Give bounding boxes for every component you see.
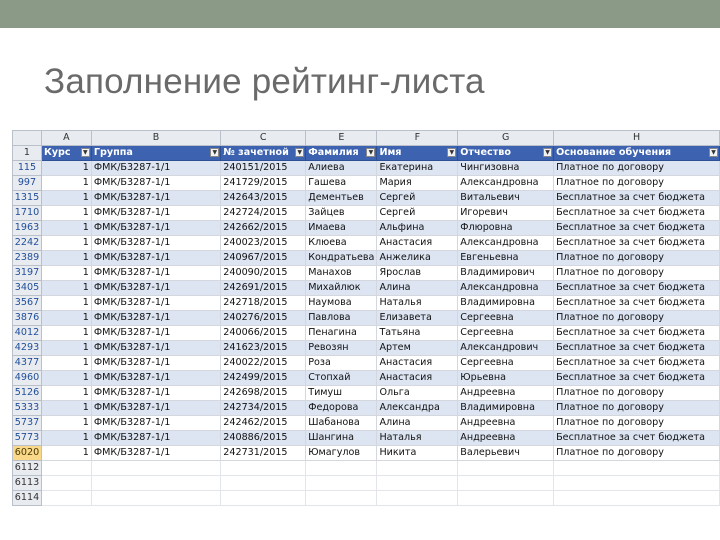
cell-familiya[interactable]: Ревозян (306, 341, 377, 356)
cell-imya[interactable]: Сергей (377, 191, 458, 206)
cell-otchestvo[interactable]: Юрьевна (458, 371, 554, 386)
filter-dropdown-icon[interactable]: ▼ (543, 148, 552, 157)
column-header-c[interactable]: C (221, 131, 306, 146)
cell-gruppa[interactable]: ФМК/Б3287-1/1 (91, 281, 220, 296)
cell-osnovanie[interactable]: Платное по договору (554, 161, 720, 176)
row-header[interactable]: 1315 (13, 191, 42, 206)
cell-familiya[interactable]: Манахов (306, 266, 377, 281)
cell-otchestvo[interactable]: Валерьевич (458, 446, 554, 461)
cell-imya[interactable]: Татьяна (377, 326, 458, 341)
cell-otchestvo[interactable]: Сергеевна (458, 356, 554, 371)
cell-zachetka[interactable]: 242643/2015 (221, 191, 306, 206)
row-header[interactable]: 4960 (13, 371, 42, 386)
cell-zachetka[interactable]: 241623/2015 (221, 341, 306, 356)
cell-kurs[interactable]: 1 (41, 311, 91, 326)
cell-osnovanie[interactable]: Бесплатное за счет бюджета (554, 236, 720, 251)
cell-imya[interactable]: Анастасия (377, 236, 458, 251)
empty-cell[interactable] (91, 461, 220, 476)
cell-osnovanie[interactable]: Бесплатное за счет бюджета (554, 206, 720, 221)
cell-osnovanie[interactable]: Платное по договору (554, 386, 720, 401)
empty-cell[interactable] (377, 491, 458, 506)
cell-imya[interactable]: Александра (377, 401, 458, 416)
cell-familiya[interactable]: Павлова (306, 311, 377, 326)
cell-otchestvo[interactable]: Сергеевна (458, 326, 554, 341)
cell-familiya[interactable]: Клюева (306, 236, 377, 251)
spreadsheet (12, 130, 720, 506)
cell-osnovanie[interactable]: Платное по договору (554, 251, 720, 266)
row-header[interactable]: 3405 (13, 281, 42, 296)
cell-imya[interactable]: Ярослав (377, 266, 458, 281)
row-header[interactable]: 1710 (13, 206, 42, 221)
cell-kurs[interactable]: 1 (41, 401, 91, 416)
field-header[interactable]: Фамилия ▼ (306, 146, 377, 161)
column-header-f[interactable]: F (377, 131, 458, 146)
cell-otchestvo[interactable]: Андреевна (458, 386, 554, 401)
empty-cell[interactable] (377, 476, 458, 491)
table-row (13, 161, 720, 176)
cell-zachetka[interactable]: 240967/2015 (221, 251, 306, 266)
cell-familiya[interactable]: Наумова (306, 296, 377, 311)
table-row (13, 206, 720, 221)
table-row (13, 191, 720, 206)
cell-zachetka[interactable]: 240276/2015 (221, 311, 306, 326)
field-header-row (13, 146, 720, 161)
cell-familiya[interactable]: Кондратьева (306, 251, 377, 266)
cell-osnovanie[interactable]: Бесплатное за счет бюджета (554, 326, 720, 341)
cell-gruppa[interactable]: ФМК/Б3287-1/1 (91, 161, 220, 176)
empty-row (13, 476, 720, 491)
row-header[interactable]: 6112 (13, 461, 42, 476)
empty-row (13, 491, 720, 506)
empty-cell[interactable] (554, 491, 720, 506)
row-header[interactable]: 5126 (13, 386, 42, 401)
cell-familiya[interactable]: Шангина (306, 431, 377, 446)
cell-zachetka[interactable]: 242499/2015 (221, 371, 306, 386)
column-header-e[interactable]: E (306, 131, 377, 146)
cell-zachetka[interactable]: 240090/2015 (221, 266, 306, 281)
cell-gruppa[interactable]: ФМК/Б3287-1/1 (91, 416, 220, 431)
cell-imya[interactable]: Наталья (377, 431, 458, 446)
row-header[interactable]: 5737 (13, 416, 42, 431)
cell-kurs[interactable]: 1 (41, 206, 91, 221)
cell-gruppa[interactable]: ФМК/Б3287-1/1 (91, 176, 220, 191)
empty-cell[interactable] (554, 461, 720, 476)
cell-zachetka[interactable]: 242698/2015 (221, 386, 306, 401)
cell-imya[interactable]: Анастасия (377, 371, 458, 386)
cell-osnovanie[interactable]: Платное по договору (554, 311, 720, 326)
cell-kurs[interactable]: 1 (41, 251, 91, 266)
cell-zachetka[interactable]: 242718/2015 (221, 296, 306, 311)
cell-zachetka[interactable]: 242691/2015 (221, 281, 306, 296)
cell-osnovanie[interactable]: Бесплатное за счет бюджета (554, 296, 720, 311)
cell-osnovanie[interactable]: Платное по договору (554, 446, 720, 461)
table-row (13, 311, 720, 326)
cell-otchestvo[interactable]: Александровна (458, 176, 554, 191)
empty-cell[interactable] (91, 491, 220, 506)
cell-zachetka[interactable]: 241729/2015 (221, 176, 306, 191)
filter-dropdown-icon[interactable]: ▼ (366, 148, 375, 157)
cell-gruppa[interactable]: ФМК/Б3287-1/1 (91, 296, 220, 311)
empty-cell[interactable] (306, 461, 377, 476)
cell-osnovanie[interactable]: Бесплатное за счет бюджета (554, 341, 720, 356)
table-row (13, 371, 720, 386)
cell-otchestvo[interactable]: Александровна (458, 236, 554, 251)
filter-dropdown-icon[interactable]: ▼ (295, 148, 304, 157)
cell-familiya[interactable]: Имаева (306, 221, 377, 236)
cell-kurs[interactable]: 1 (41, 356, 91, 371)
cell-zachetka[interactable]: 242662/2015 (221, 221, 306, 236)
row-header[interactable]: 3567 (13, 296, 42, 311)
cell-kurs[interactable]: 1 (41, 221, 91, 236)
cell-zachetka[interactable]: 240022/2015 (221, 356, 306, 371)
cell-zachetka[interactable]: 242734/2015 (221, 401, 306, 416)
cell-imya[interactable]: Наталья (377, 296, 458, 311)
table-row (13, 221, 720, 236)
cell-otchestvo[interactable]: Евгеньевна (458, 251, 554, 266)
table-row (13, 176, 720, 191)
filter-dropdown-icon[interactable]: ▼ (81, 148, 90, 157)
cell-otchestvo[interactable]: Сергеевна (458, 311, 554, 326)
cell-otchestvo[interactable]: Владимировна (458, 296, 554, 311)
data-table (12, 130, 720, 506)
table-row (13, 401, 720, 416)
cell-osnovanie[interactable]: Бесплатное за счет бюджета (554, 191, 720, 206)
cell-familiya[interactable]: Алиева (306, 161, 377, 176)
cell-osnovanie[interactable]: Бесплатное за счет бюджета (554, 431, 720, 446)
cell-gruppa[interactable]: ФМК/Б3287-1/1 (91, 326, 220, 341)
cell-gruppa[interactable]: ФМК/Б3287-1/1 (91, 236, 220, 251)
row-header[interactable]: 6113 (13, 476, 42, 491)
column-header-b[interactable]: B (91, 131, 220, 146)
field-header[interactable]: Имя ▼ (377, 146, 458, 161)
filter-dropdown-icon[interactable]: ▼ (447, 148, 456, 157)
row-header[interactable]: 3197 (13, 266, 42, 281)
empty-cell[interactable] (306, 476, 377, 491)
slide-title: Заполнение рейтинг-листа (44, 62, 485, 101)
empty-cell[interactable] (221, 491, 306, 506)
cell-otchestvo[interactable]: Витальевич (458, 191, 554, 206)
cell-kurs[interactable]: 1 (41, 341, 91, 356)
empty-cell[interactable] (221, 461, 306, 476)
row-header[interactable]: 6114 (13, 491, 42, 506)
cell-familiya[interactable]: Михайлюк (306, 281, 377, 296)
cell-imya[interactable]: Алина (377, 416, 458, 431)
cell-otchestvo[interactable]: Александровна (458, 281, 554, 296)
field-header[interactable]: Группа ▼ (91, 146, 220, 161)
cell-imya[interactable]: Никита (377, 446, 458, 461)
cell-imya[interactable]: Алина (377, 281, 458, 296)
empty-cell[interactable] (91, 476, 220, 491)
cell-imya[interactable]: Сергей (377, 206, 458, 221)
row-header[interactable]: 5773 (13, 431, 42, 446)
row-header[interactable]: 1 (13, 146, 42, 161)
cell-otchestvo[interactable]: Владимирович (458, 266, 554, 281)
cell-gruppa[interactable]: ФМК/Б3287-1/1 (91, 356, 220, 371)
table-row (13, 356, 720, 371)
cell-familiya[interactable]: Гашева (306, 176, 377, 191)
table-row (13, 236, 720, 251)
cell-otchestvo[interactable]: Чингизовна (458, 161, 554, 176)
cell-kurs[interactable]: 1 (41, 236, 91, 251)
cell-zachetka[interactable]: 240023/2015 (221, 236, 306, 251)
cell-gruppa[interactable]: ФМК/Б3287-1/1 (91, 266, 220, 281)
cell-gruppa[interactable]: ФМК/Б3287-1/1 (91, 341, 220, 356)
cell-gruppa[interactable]: ФМК/Б3287-1/1 (91, 446, 220, 461)
row-header[interactable]: 4293 (13, 341, 42, 356)
table-row (13, 251, 720, 266)
cell-kurs[interactable]: 1 (41, 446, 91, 461)
cell-imya[interactable]: Екатерина (377, 161, 458, 176)
row-header[interactable]: 4377 (13, 356, 42, 371)
cell-kurs[interactable]: 1 (41, 161, 91, 176)
filter-dropdown-icon[interactable]: ▼ (210, 148, 219, 157)
cell-zachetka[interactable]: 240151/2015 (221, 161, 306, 176)
cell-imya[interactable]: Мария (377, 176, 458, 191)
cell-kurs[interactable]: 1 (41, 266, 91, 281)
row-header[interactable]: 5333 (13, 401, 42, 416)
empty-cell[interactable] (306, 491, 377, 506)
select-all-corner[interactable] (13, 131, 42, 146)
column-header-h[interactable]: H (554, 131, 720, 146)
empty-cell[interactable] (41, 476, 91, 491)
cell-gruppa[interactable]: ФМК/Б3287-1/1 (91, 251, 220, 266)
cell-osnovanie[interactable]: Платное по договору (554, 266, 720, 281)
field-header[interactable]: № зачетной ▼ (221, 146, 306, 161)
slide-top-bar (0, 0, 720, 28)
cell-familiya[interactable]: Пенагина (306, 326, 377, 341)
column-header-a[interactable]: A (41, 131, 91, 146)
table-row (13, 341, 720, 356)
cell-osnovanie[interactable]: Платное по договору (554, 416, 720, 431)
cell-familiya[interactable]: Тимуш (306, 386, 377, 401)
cell-kurs[interactable]: 1 (41, 416, 91, 431)
cell-familiya[interactable]: Дементьев (306, 191, 377, 206)
table-row (13, 296, 720, 311)
table-row (13, 446, 720, 461)
empty-cell[interactable] (554, 476, 720, 491)
row-header[interactable]: 2389 (13, 251, 42, 266)
cell-imya[interactable]: Артем (377, 341, 458, 356)
cell-osnovanie[interactable]: Платное по договору (554, 401, 720, 416)
cell-otchestvo[interactable]: Игоревич (458, 206, 554, 221)
cell-otchestvo[interactable]: Андреевна (458, 416, 554, 431)
cell-kurs[interactable]: 1 (41, 386, 91, 401)
cell-kurs[interactable]: 1 (41, 281, 91, 296)
row-header[interactable]: 2242 (13, 236, 42, 251)
empty-cell[interactable] (41, 491, 91, 506)
row-header[interactable]: 4012 (13, 326, 42, 341)
cell-otchestvo[interactable]: Александрович (458, 341, 554, 356)
cell-osnovanie[interactable]: Бесплатное за счет бюджета (554, 371, 720, 386)
table-row (13, 431, 720, 446)
cell-otchestvo[interactable]: Владимировна (458, 401, 554, 416)
row-header[interactable]: 1963 (13, 221, 42, 236)
filter-dropdown-icon[interactable]: ▼ (709, 148, 718, 157)
cell-zachetka[interactable]: 240886/2015 (221, 431, 306, 446)
cell-familiya[interactable]: Федорова (306, 401, 377, 416)
cell-imya[interactable]: Анастасия (377, 356, 458, 371)
cell-gruppa[interactable]: ФМК/Б3287-1/1 (91, 386, 220, 401)
cell-zachetka[interactable]: 242724/2015 (221, 206, 306, 221)
cell-familiya[interactable]: Шабанова (306, 416, 377, 431)
cell-osnovanie[interactable]: Бесплатное за счет бюджета (554, 281, 720, 296)
row-header[interactable]: 3876 (13, 311, 42, 326)
cell-imya[interactable]: Ольга (377, 386, 458, 401)
cell-kurs[interactable]: 1 (41, 326, 91, 341)
cell-zachetka[interactable]: 242462/2015 (221, 416, 306, 431)
cell-zachetka[interactable]: 242731/2015 (221, 446, 306, 461)
cell-imya[interactable]: Анжелика (377, 251, 458, 266)
column-header-g[interactable]: G (458, 131, 554, 146)
cell-kurs[interactable]: 1 (41, 176, 91, 191)
cell-gruppa[interactable]: ФМК/Б3287-1/1 (91, 431, 220, 446)
cell-familiya[interactable]: Юмагулов (306, 446, 377, 461)
cell-gruppa[interactable]: ФМК/Б3287-1/1 (91, 401, 220, 416)
cell-osnovanie[interactable]: Бесплатное за счет бюджета (554, 221, 720, 236)
column-letters-row (13, 131, 720, 146)
cell-imya[interactable]: Елизавета (377, 311, 458, 326)
field-header[interactable]: Курс ▼ (41, 146, 91, 161)
cell-kurs[interactable]: 1 (41, 296, 91, 311)
cell-kurs[interactable]: 1 (41, 371, 91, 386)
empty-row (13, 461, 720, 476)
cell-imya[interactable]: Альфина (377, 221, 458, 236)
cell-gruppa[interactable]: ФМК/Б3287-1/1 (91, 371, 220, 386)
table-row (13, 416, 720, 431)
table-row (13, 281, 720, 296)
cell-familiya[interactable]: Зайцев (306, 206, 377, 221)
cell-familiya[interactable]: Стопхай (306, 371, 377, 386)
empty-cell[interactable] (41, 461, 91, 476)
cell-kurs[interactable]: 1 (41, 431, 91, 446)
cell-otchestvo[interactable]: Андреевна (458, 431, 554, 446)
row-header[interactable]: 115 (13, 161, 42, 176)
row-header[interactable]: 997 (13, 176, 42, 191)
row-header[interactable]: 6020 (13, 446, 42, 461)
cell-familiya[interactable]: Роза (306, 356, 377, 371)
cell-otchestvo[interactable]: Флюровна (458, 221, 554, 236)
empty-cell[interactable] (221, 476, 306, 491)
table-row (13, 266, 720, 281)
empty-cell[interactable] (458, 461, 554, 476)
cell-zachetka[interactable]: 240066/2015 (221, 326, 306, 341)
field-header[interactable]: Основание обучения ▼ (554, 146, 720, 161)
cell-kurs[interactable]: 1 (41, 191, 91, 206)
empty-cell[interactable] (458, 476, 554, 491)
cell-gruppa[interactable]: ФМК/Б3287-1/1 (91, 191, 220, 206)
empty-cell[interactable] (458, 491, 554, 506)
field-header[interactable]: Отчество ▼ (458, 146, 554, 161)
cell-gruppa[interactable]: ФМК/Б3287-1/1 (91, 206, 220, 221)
cell-gruppa[interactable]: ФМК/Б3287-1/1 (91, 311, 220, 326)
table-row (13, 326, 720, 341)
cell-osnovanie[interactable]: Бесплатное за счет бюджета (554, 356, 720, 371)
table-row (13, 386, 720, 401)
cell-osnovanie[interactable]: Платное по договору (554, 176, 720, 191)
empty-cell[interactable] (377, 461, 458, 476)
cell-gruppa[interactable]: ФМК/Б3287-1/1 (91, 221, 220, 236)
